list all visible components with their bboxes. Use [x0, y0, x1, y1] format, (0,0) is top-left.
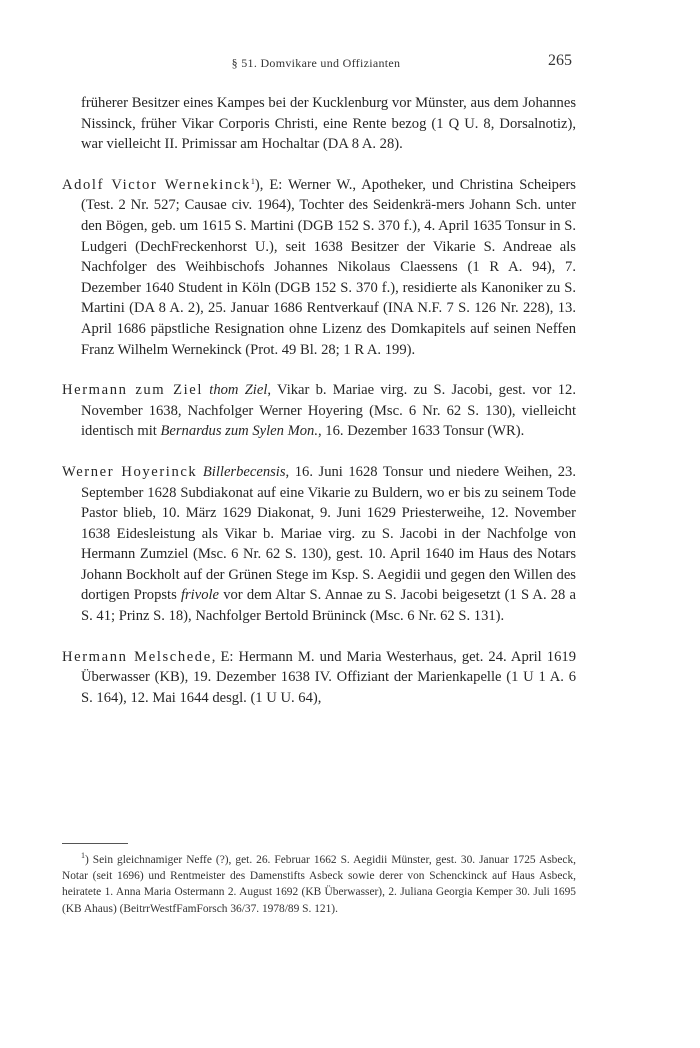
entry-text: , E: Hermann M. und Maria Westerhaus, get. 24. April 1619 Überwasser (KB), 19. Dezember 1638 IV. Offiziant der Marienkapelle (1 U 1 A. 6 S. 164), 12. Mai 1644 desgl. (1 U U. 64), — [81, 648, 576, 706]
footnote-text: ) Sein gleichnamiger Neffe (?), get. 26. Februar 1662 S. Aegidii Münster, gest. 30. Januar 1725 Asbeck, Notar (seit 1696) und Rentmeister des Damenstifts Asbeck sowie derer von Schenckinck auf Haus Asbeck, heiratete 1. Anna Maria Ostermann 2. August 1692 (KB Überwasser), 2. Juliana Georgia Kemper 30. Juli 1695 (KB Ahaus) (BeitrrWestfFamForsch 36/37. 1978/89 S. 121). — [62, 854, 576, 915]
entry-text: ), E: Werner W., Apotheker, und Christina Scheipers (Test. 2 Nr. 527; Causae civ. 1964), Tochter des Seidenkrä-mers Johann Sch. unter den Bögen, geb. um 1615 S. Martini (DGB 152 S. 370 f.), 4. April 1635 Tonsur in S. Ludgeri (DechFreckenhorst U.), seit 1638 Besitzer der Vikarie S. Andreae als Nachfolger des Weihbischofs Johannes Nikolaus Claessens (1 R A. 94), 7. Dezember 1640 Student in Köln (DGB 152 S. 370 f.), residierte als Kanoniker zu S. Martini (DA 8 A. 2), 25. Januar 1686 Rentverkauf (INA N.F. 7 S. 126 Nr. 228), 13. April 1686 päpstliche Resignation ohne Lizenz des Domkapitels auf seinen Neffen Franz Wilhelm Wernekinck (Prot. 49 Bl. 28; 1 R A. 199). — [81, 176, 576, 358]
entry-name: Werner Hoyerinck — [62, 463, 198, 480]
entry-text: früherer Besitzer eines Kampes bei der Kucklenburg vor Münster, aus dem Johannes Nissinck, früher Vikar Corporis Christi, eine Rente bezog (1 Q U. 8, Dorsalnotiz), war vielleicht II. Primissar am Hochaltar (DA 8 A. 28). — [81, 95, 576, 153]
entry-zum-ziel — [62, 380, 576, 442]
entry-hoyerinck — [62, 462, 576, 627]
footnote-divider — [62, 843, 128, 844]
entry-alias-2: Bernardus zum Sylen Mon. — [160, 423, 318, 440]
entry-melschede — [62, 647, 576, 709]
entry-name: Adolf Victor Wernekinck — [62, 176, 251, 193]
entry-wernekinck — [62, 175, 576, 360]
entry-text-2: , 16. Dezember 1633 Tonsur (WR). — [318, 423, 525, 440]
entry-text-2: vor dem Altar S. Annae zu S. Jacobi beigesetzt (1 S A. 28 a S. 41; Prinz S. 18), Nachfolger Bertold Brüninck (Msc. 6 Nr. 62 S. 131). — [81, 587, 576, 625]
main-text — [62, 93, 576, 728]
entry-alias: Billerbecensis — [202, 463, 286, 480]
entry-alias-2: frivole — [180, 587, 220, 604]
page-number: 265 — [548, 52, 572, 69]
entry-continuation — [62, 93, 576, 155]
entry-text: , 16. Juni 1628 Tonsur und niedere Weihen, 23. September 1628 Subdiakonat auf eine Vikarie zu Buldern, wo er bis zu seinem Tode Pastor blieb, 10. März 1629 Diakonat, 9. Juni 1629 Priesterweihe, 12. November 1638 Eidesleistung als Vikar b. Mariae virg. zu S. Jacobi in der Nachfolge von Hermann Zumziel (Msc. 6 Nr. 62 S. 130), gest. 10. April 1640 im Haus des Notars Johann Bockholt auf der Grünen Stege im Ksp. S. Aegidii und gegen den Willen des dortigen Propsts — [81, 463, 576, 604]
footnote-ref: 1 — [250, 176, 255, 186]
footnote — [62, 852, 576, 917]
running-header: § 51. Domvikare und Offizianten — [231, 56, 401, 70]
entry-text: , Vikar b. Mariae virg. zu S. Jacobi, gest. vor 12. November 1638, Nachfolger Werner Hoyering (Msc. 6 Nr. 62 S. 130), vielleicht identisch mit — [81, 382, 577, 440]
entry-name: Hermann zum Ziel — [62, 382, 204, 399]
entry-name: Hermann Melschede — [62, 648, 212, 665]
entry-alias: thom Ziel — [209, 382, 268, 399]
footnote-marker: 1 — [81, 851, 85, 860]
